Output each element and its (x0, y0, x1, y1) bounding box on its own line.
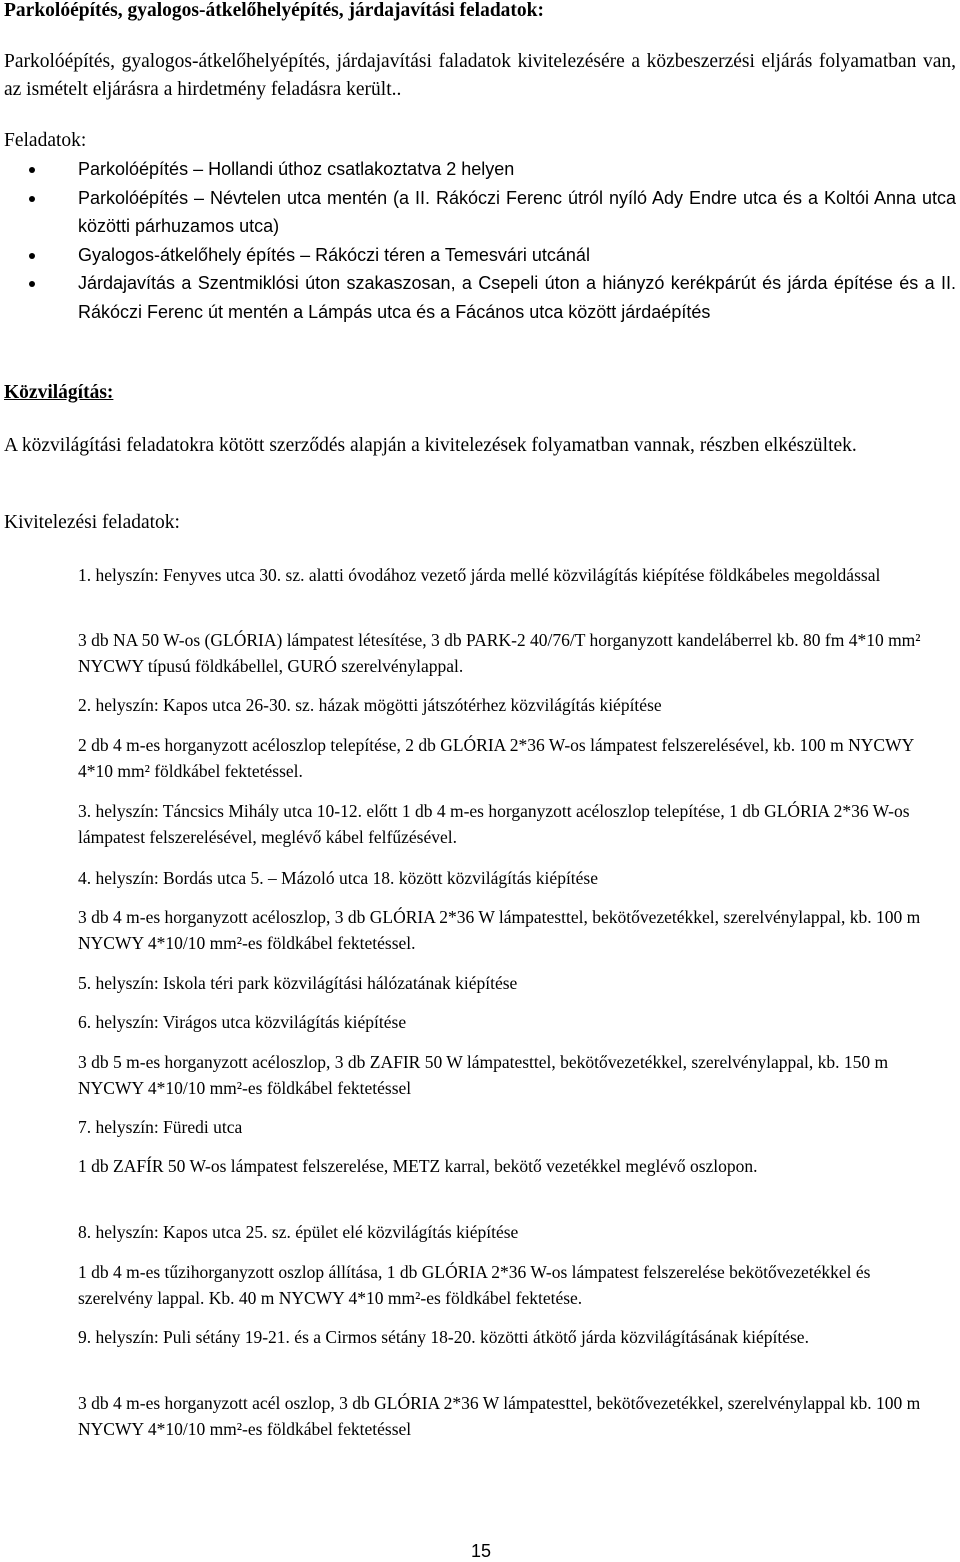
list-item: 6. helyszín: Virágos utca közvilágítás kiépítése (78, 1012, 407, 1032)
list-item: 1 db ZAFÍR 50 W-os lámpatest felszerelése, METZ karral, bekötő vezetékkel meglévő oszlopon. (78, 1156, 758, 1176)
list-item: 3 db 4 m-es horganyzott acél oszlop, 3 db GLÓRIA 2*36 W lámpatesttel, bekötővezetékkel, szerelvénylappal kb. 100 m NYCWY 4*10/10 mm²-es földkábel fektetéssel (78, 1393, 921, 1439)
list-item: 4. helyszín: Bordás utca 5. – Mázoló utca 18. között közvilágítás kiépítése (78, 868, 599, 888)
list-item: 1. helyszín: Fenyves utca 30. sz. alatti óvodához vezető járda mellé közvilágítás kiépítése földkábeles megoldással (78, 565, 881, 585)
list-item: Parkolóépítés – Névtelen utca mentén (a II. Rákóczi Ferenc útról nyíló Ady Endre utca és a Koltói Anna utca közötti párhuzamos utca) (4, 184, 956, 241)
bullet-icon (29, 253, 35, 259)
section-title-lighting: Közvilágítás: (4, 382, 114, 403)
parking-intro: Parkolóépítés, gyalogos-átkelőhelyépítés, járdajavítási faladatok kivitelezésére a közbeszerzési eljárás folyamatban van, az ismételt eljárásra a hirdetmény feladásra került.. (4, 51, 956, 100)
list-item: Parkolóépítés – Hollandi úthoz csatlakoztatva 2 helyen (4, 155, 956, 184)
construction-tasks-label: Kivitelezési feladatok: (4, 512, 180, 533)
list-item: Járdajavítás a Szentmiklósi úton szakaszosan, a Csepeli úton a hiányzó kerékpárút és járda építése és a II. Rákóczi Ferenc út mentén a Lámpás utca és a Fácános utca között járdaépítés (4, 269, 956, 326)
bullet-icon (29, 167, 35, 173)
lighting-intro: A közvilágítási feladatokra kötött szerződés alapján a kivitelezések folyamatban vannak, részben elkészültek. (4, 435, 857, 456)
list-item: 8. helyszín: Kapos utca 25. sz. épület elé közvilágítás kiépítése (78, 1222, 519, 1242)
section-title-parking: Parkolóépítés, gyalogos-átkelőhelyépítés, járdajavítási feladatok: (4, 0, 544, 21)
list-item: 9. helyszín: Puli sétány 19-21. és a Cirmos sétány 18-20. közötti átkötő járda közvilágításának kiépítése. (78, 1327, 809, 1347)
list-item: 5. helyszín: Iskola téri park közvilágítási hálózatának kiépítése (78, 973, 518, 993)
list-item: 1 db 4 m-es tűzihorganyzott oszlop állítása, 1 db GLÓRIA 2*36 W-os lámpatest felszerelése bekötővezetékkel és szerelvény lappal. Kb. 40 m NYCWY 4*10 mm²-es földkábel fektetése. (78, 1262, 871, 1308)
list-item: 3 db 4 m-es horganyzott acéloszlop, 3 db GLÓRIA 2*36 W lámpatesttel, bekötővezetékkel, szerelvénylappal, kb. 100 m NYCWY 4*10/10 mm²-es földkábel fektetéssel. (78, 907, 921, 953)
list-item: 2 db 4 m-es horganyzott acéloszlop telepítése, 2 db GLÓRIA 2*36 W-os lámpatest felszerelésével, kb. 100 m NYCWY 4*10 mm² földkábel fektetéssel. (78, 735, 914, 781)
list-item: 3 db NA 50 W-os (GLÓRIA) lámpatest létesítése, 3 db PARK-2 40/76/T horganyzott kandeláberrel kb. 80 fm 4*10 mm² NYCWY típusú földkábellel, GURÓ szerelvénylappal. (78, 630, 921, 676)
parking-task-list (4, 155, 956, 326)
list-item: 3. helyszín: Táncsics Mihály utca 10-12. előtt 1 db 4 m-es horganyzott acéloszlop telepítése, 1 db GLÓRIA 2*36 W-os lámpatest felszerelésével, meglévő kábel felfűzésével. (78, 801, 910, 847)
list-item: 7. helyszín: Füredi utca (78, 1117, 243, 1137)
tasks-label: Feladatok: (4, 130, 87, 151)
list-item: 2. helyszín: Kapos utca 26-30. sz. házak mögötti játszótérhez közvilágítás kiépítése (78, 695, 662, 715)
list-item: Gyalogos-átkelőhely építés – Rákóczi téren a Temesvári utcánál (4, 241, 956, 270)
page-number: 15 (471, 1541, 492, 1561)
bullet-icon (29, 281, 35, 287)
bullet-icon (29, 196, 35, 202)
list-item: 3 db 5 m-es horganyzott acéloszlop, 3 db ZAFIR 50 W lámpatesttel, bekötővezetékkel, szerelvénylappal, kb. 150 m NYCWY 4*10/10 mm²-es földkábel fektetéssel (78, 1052, 889, 1098)
